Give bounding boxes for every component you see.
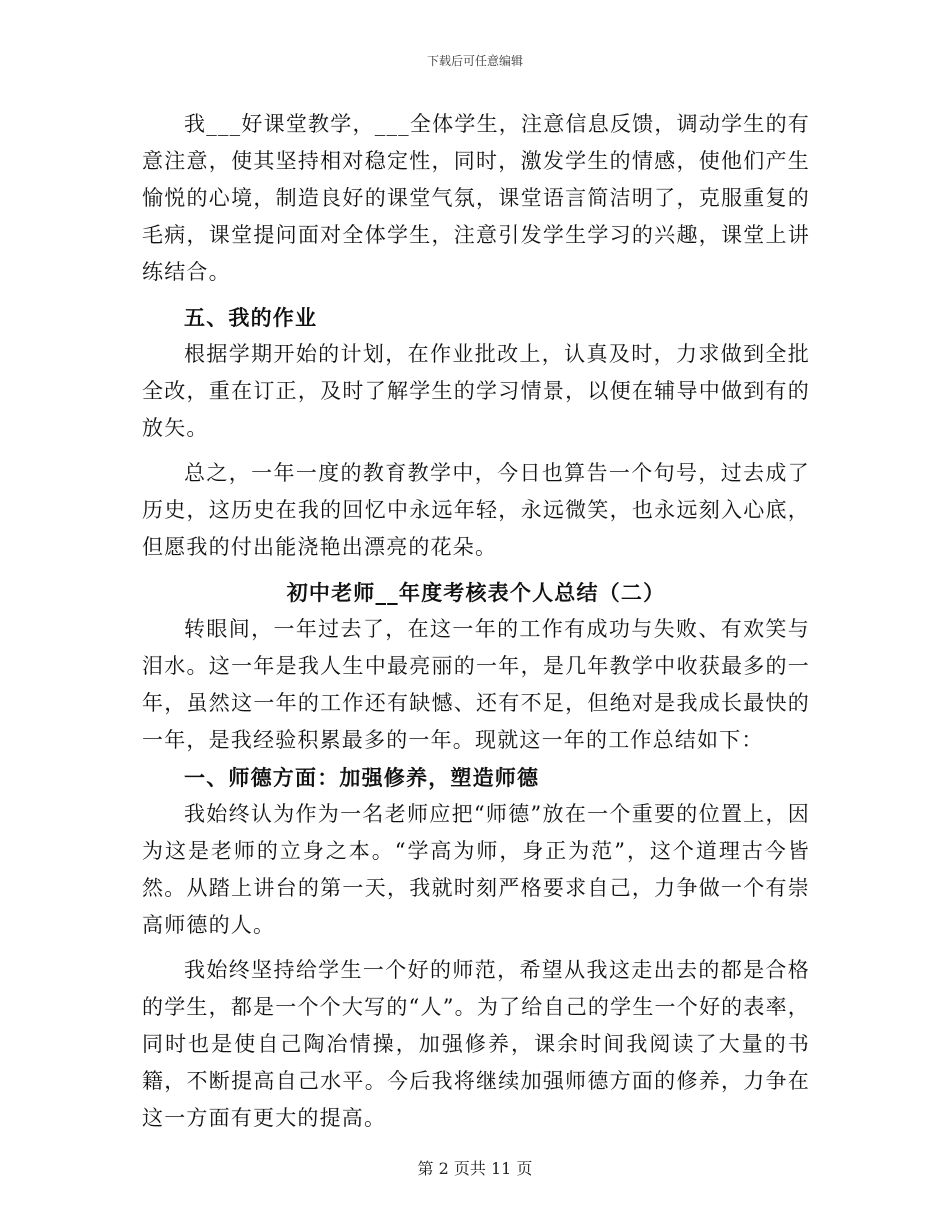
- page-footer: 第 2 页共 11 页: [417, 1159, 533, 1178]
- paragraph: 我___好课堂教学，___全体学生，注意信息反馈，调动学生的有意注意，使其坚持相对稳定性，同时，激发学生的情感，使他们产生愉悦的心境，制造良好的课堂气氛，课堂语言简洁明了，克服重复的毛病，课堂提问面对全体学生，注意引发学生学习的兴趣，课堂上讲练结合。: [142, 112, 810, 284]
- paragraph: 根据学期开始的计划，在作业批改上，认真及时，力求做到全批全改，重在订正，及时了解学生的学习情景，以便在辅导中做到有的放矢。: [142, 342, 810, 440]
- document-body: [142, 106, 810, 1137]
- section-heading: 一、师德方面：加强修养，塑造师德: [184, 765, 540, 790]
- paragraph: 总之，一年一度的教育教学中，今日也算告一个句号，过去成了历史，这历史在我的回忆中永远年轻，永远微笑，也永远刻入心底，但愿我的付出能浇艳出漂亮的花朵。: [142, 461, 810, 559]
- paragraph: 我始终坚持给学生一个好的师范，希望从我这走出去的都是合格的学生，都是一个个大写的“人”。为了给自己的学生一个好的表率，同时也是使自己陶冶情操，加强修养，课余时间我阅读了大量的书籍，不断提高自己水平。今后我将继续加强师德方面的修养，力争在这一方面有更大的提高。: [142, 958, 810, 1130]
- paragraph: 我始终认为作为一名老师应把“师德”放在一个重要的位置上，因为这是老师的立身之本。“学高为师，身正为范”，这个道理古今皆然。从踏上讲台的第一天，我就时刻严格要求自己，力争做一个有崇高师德的人。: [142, 802, 810, 937]
- section-heading: 五、我的作业: [184, 305, 318, 330]
- paragraph: 转眼间，一年过去了，在这一年的工作有成功与失败、有欢笑与泪水。这一年是我人生中最亮丽的一年，是几年教学中收获最多的一年，虽然这一年的工作还有缺憾、还有不足，但绝对是我成长最快的一年，是我经验积累最多的一年。现就这一年的工作总结如下：: [142, 617, 810, 752]
- page-header: 下载后可任意编辑: [426, 54, 523, 68]
- document-title: 初中老师__年度考核表个人总结（二）: [286, 580, 666, 605]
